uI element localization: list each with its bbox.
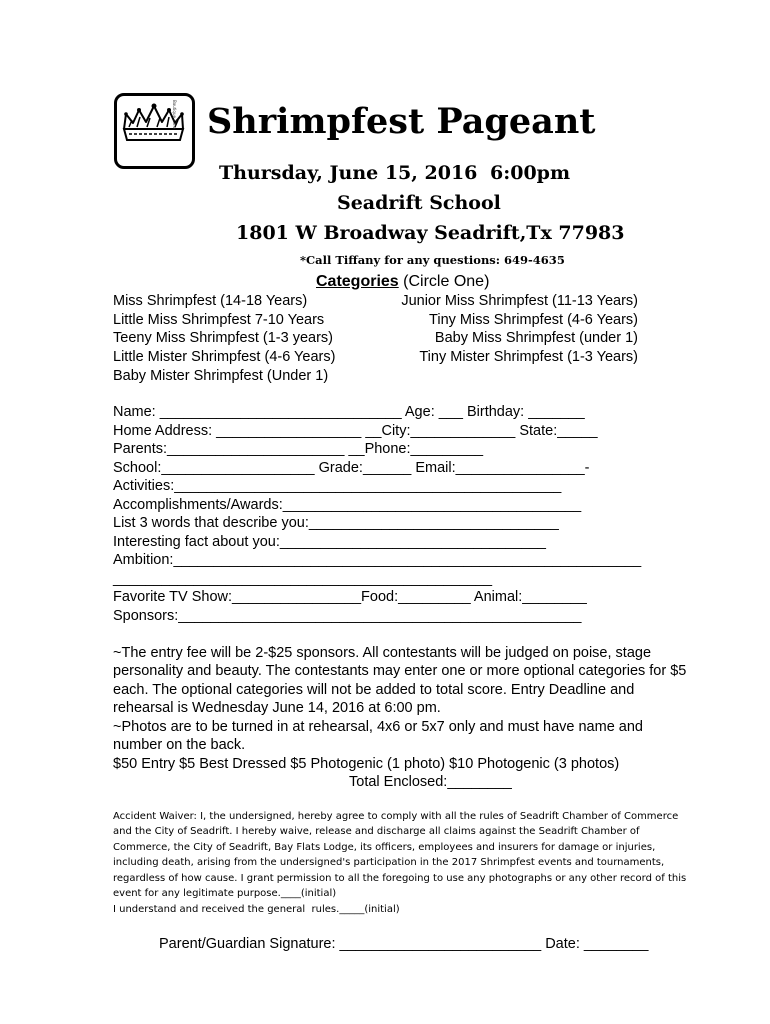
- waiver-line-1: Accident Waiver: I, the undersigned, hereby agree to comply with all the rules of Seadrift Chamber of Commerce: [113, 811, 679, 822]
- fees-line: $50 Entry $5 Best Dressed $5 Photogenic (1 photo) $10 Photogenic (3 photos): [113, 756, 620, 772]
- form-line-interesting-fact[interactable]: Interesting fact about you:_________________________________: [113, 534, 546, 550]
- waiver-line-3: Commerce, the City of Seadrift, Bay Flats Lodge, its officers, employees and insurers for damage or injuries,: [113, 842, 656, 853]
- form-line-parents[interactable]: Parents:______________________ __Phone:_________: [113, 441, 484, 457]
- waiver-line-4: including death, arising from the undersigned's participation in the 2017 Shrimpfest events and tournaments,: [113, 857, 665, 868]
- call-note: *Call Tiffany for any questions: 649-4635: [300, 253, 565, 267]
- page-title: Shrimpfest Pageant: [207, 101, 596, 142]
- event-address: 1801 W Broadway Seadrift,Tx 77983: [236, 222, 625, 244]
- categories-subtitle: (Circle One): [403, 273, 490, 290]
- event-time: 6:00pm: [490, 162, 571, 184]
- info-line-2: personality and beauty. The contestants may enter one or more optional categories for $5: [113, 663, 687, 679]
- category-right-3[interactable]: Baby Miss Shrimpfest (under 1): [434, 330, 638, 346]
- form-line-school[interactable]: School:___________________ Grade:______ Email:________________-: [113, 460, 590, 476]
- event-venue: Seadrift School: [337, 192, 501, 214]
- categories-heading: [316, 272, 489, 292]
- category-right-4[interactable]: Tiny Mister Shrimpfest (1-3 Years): [419, 349, 638, 365]
- logo: [114, 93, 195, 169]
- category-left-1[interactable]: Miss Shrimpfest (14-18 Years): [113, 293, 308, 309]
- waiver-initial-2[interactable]: I understand and received the general rules._____(initial): [113, 904, 400, 915]
- form-line-ambition[interactable]: Ambition:__________________________________________________________: [113, 552, 642, 568]
- form-line-favorites[interactable]: Favorite TV Show:________________Food:_________ Animal:________: [113, 589, 587, 605]
- category-left-2[interactable]: Little Miss Shrimpfest 7-10 Years: [113, 312, 325, 328]
- logo-side-text: Boutique Time: [172, 100, 177, 130]
- event-date: Thursday, June 15, 2016: [219, 162, 478, 184]
- crown-icon: [117, 96, 192, 166]
- category-right-1[interactable]: Junior Miss Shrimpfest (11-13 Years): [401, 293, 638, 309]
- form-line-name[interactable]: Name: ______________________________ Age: ___ Birthday: _______: [113, 404, 585, 420]
- form-line-address[interactable]: Home Address: __________________ __City:_____________ State:_____: [113, 423, 598, 439]
- category-left-4[interactable]: Little Mister Shrimpfest (4-6 Years): [113, 349, 336, 365]
- info-line-4: rehearsal is Wednesday June 14, 2016 at 6:00 pm.: [113, 700, 441, 716]
- category-right-2[interactable]: Tiny Miss Shrimpfest (4-6 Years): [429, 312, 638, 328]
- form-line-ambition-cont[interactable]: _______________________________________________: [113, 571, 493, 587]
- info-line-6: number on the back.: [113, 737, 246, 753]
- form-line-accomplishments[interactable]: Accomplishments/Awards:_____________________________________: [113, 497, 582, 513]
- categories-title: Categories: [316, 273, 399, 290]
- category-left-3[interactable]: Teeny Miss Shrimpfest (1-3 years): [113, 330, 333, 346]
- form-line-activities[interactable]: Activities:________________________________________________: [113, 478, 562, 494]
- info-line-3: each. The optional categories will not be added to total score. Entry Deadline and: [113, 682, 635, 698]
- signature-line[interactable]: Parent/Guardian Signature: _________________________ Date: ________: [159, 936, 649, 952]
- waiver-line-2: and the City of Seadrift. I hereby waive, release and discharge all claims against the Seadrift Chamber of: [113, 826, 640, 837]
- form-line-three-words[interactable]: List 3 words that describe you:_______________________________: [113, 515, 559, 531]
- info-line-1: ~The entry fee will be 2-$25 sponsors. All contestants will be judged on poise, stage: [113, 645, 652, 661]
- info-line-5: ~Photos are to be turned in at rehearsal, 4x6 or 5x7 only and must have name and: [113, 719, 643, 735]
- total-enclosed[interactable]: Total Enclosed:________: [349, 774, 512, 790]
- category-left-5[interactable]: Baby Mister Shrimpfest (Under 1): [113, 368, 329, 384]
- waiver-line-5: regardless of how cause. I grant permission to all the foregoing to use any photographs or any other record of this: [113, 873, 687, 884]
- waiver-initial-1[interactable]: event for any legitimate purpose.____(initial): [113, 888, 337, 899]
- form-line-sponsors[interactable]: Sponsors:__________________________________________________: [113, 608, 582, 624]
